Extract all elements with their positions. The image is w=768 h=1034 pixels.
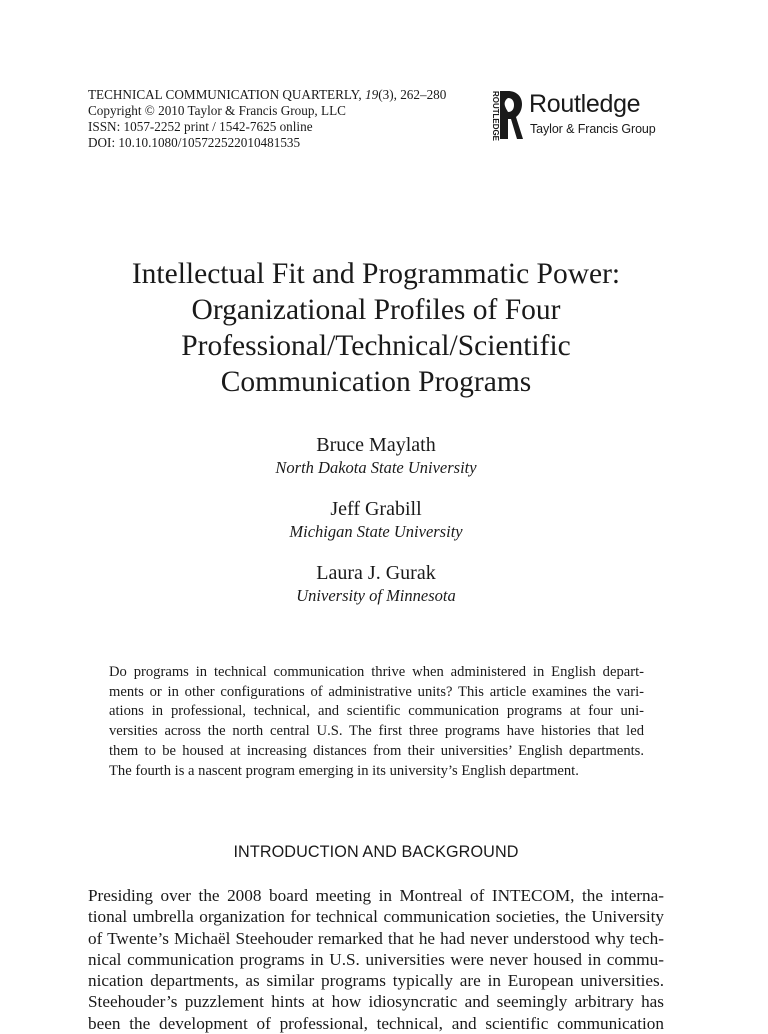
journal-citation-block: [88, 87, 488, 151]
author-affiliation: University of Minnesota: [296, 586, 456, 605]
author-name: Jeff Grabill: [330, 498, 422, 520]
abstract-line: Do programs in technical communication thrive when administered in English depart-: [109, 664, 644, 680]
author-list: [88, 432, 664, 624]
section-heading: INTRODUCTION AND BACKGROUND: [233, 843, 519, 861]
author-entry: [88, 560, 664, 606]
publisher-group-name: Taylor & Francis Group: [530, 122, 656, 136]
issn-line: ISSN: 1057-2252 print / 1542-7625 online: [88, 119, 313, 134]
body-line: of Twente’s Michaël Steehouder remarked that he had never understood why tech-: [88, 928, 664, 948]
author-affiliation: Michigan State University: [289, 522, 463, 541]
publisher-logo: [484, 88, 674, 144]
abstract-line: The fourth is a nascent program emerging in its university’s English department.: [109, 762, 579, 779]
publisher-brand-name: Routledge: [529, 90, 641, 118]
copyright-line: Copyright © 2010 Taylor & Francis Group, LLC: [88, 103, 346, 118]
title-line: Intellectual Fit and Programmatic Power:: [131, 258, 621, 290]
body-line: tional umbrella organization for technical communication societies, the University: [88, 907, 664, 927]
author-name: Laura J. Gurak: [316, 562, 436, 584]
journal-citation-line: [88, 87, 488, 103]
abstract-line: ations in professional, technical, and scientific communication programs at four uni-: [109, 703, 644, 720]
body-line: Presiding over the 2008 board meeting in Montreal of INTECOM, the interna-: [88, 886, 664, 905]
doi-line: DOI: 10.10.1080/105722522010481535: [88, 135, 301, 150]
body-line: been the development of professional, technical, and scientific communication: [88, 1013, 664, 1033]
author-name: Bruce Maylath: [316, 434, 436, 456]
journal-volume: 19: [365, 87, 379, 102]
abstract-line: ments or in other configurations of administrative units? This article examines the vari-: [109, 683, 644, 700]
routledge-vertical-wordmark: [484, 90, 501, 145]
article-title: [88, 256, 664, 400]
body-paragraph: [88, 885, 664, 1034]
body-line: Steehouder’s puzzlement hints at how idiosyncratic and seemingly arbitrary has: [88, 992, 664, 1012]
author-entry: [88, 496, 664, 542]
abstract: [109, 663, 644, 781]
body-line: nical communication programs in U.S. universities were never housed in commu-: [88, 949, 664, 969]
svg-text:ROUTLEDGE: ROUTLEDGE: [491, 91, 501, 145]
title-line: Professional/Technical/Scientific: [181, 330, 571, 362]
routledge-profile-icon: [497, 89, 523, 141]
journal-name: TECHNICAL COMMUNICATION QUARTERLY,: [88, 87, 362, 102]
abstract-line: versities across the north central U.S. The first three programs have histories that led: [109, 723, 644, 740]
abstract-line: them to be housed at increasing distances from their universities’ English departments.: [109, 742, 644, 759]
author-affiliation: North Dakota State University: [275, 458, 477, 477]
body-line: nication departments, as similar programs typically are in European universities.: [88, 971, 664, 991]
title-line: Communication Programs: [220, 366, 532, 398]
journal-issue-pages: (3), 262–280: [378, 87, 447, 102]
author-entry: [88, 432, 664, 478]
title-line: Organizational Profiles of Four: [191, 294, 561, 326]
